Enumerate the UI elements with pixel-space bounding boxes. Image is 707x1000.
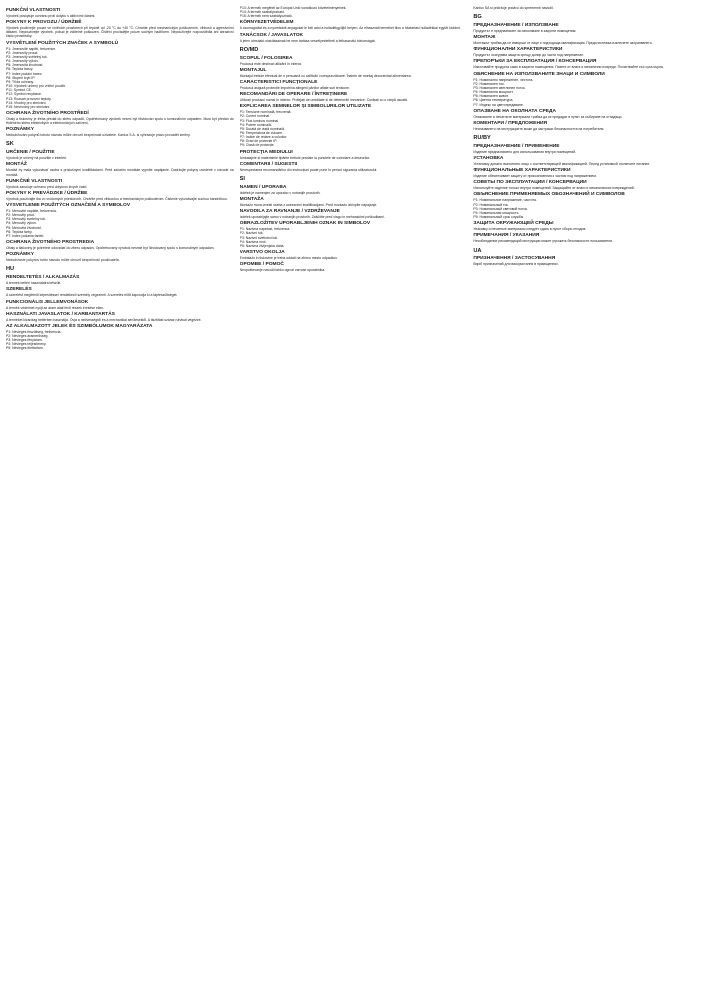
column-middle	[240, 6, 468, 1000]
list-item: P3: Menovitý svetelný tok.	[6, 217, 46, 222]
list-item: P3: Номинален светлинен поток.	[473, 85, 526, 90]
section-heading: ОПАЗВАНЕ НА ОКОЛНАТА СРЕДА	[473, 108, 557, 114]
list-item: P5: Menovitá životnosť.	[6, 225, 42, 230]
section-heading: MONTAŽA	[239, 196, 264, 202]
section-heading: HASZNÁLATI JAVASLATOK / KARBANTARTÁS	[6, 311, 115, 317]
paragraph: Продуктът осигурява защита срещу допир до части под напрежение.	[473, 53, 584, 58]
paragraph: Ambalajele și materialele tipărite trebuie predate la punctele de colectare a deșeurilor.	[239, 155, 371, 160]
section-heading: CARACTERISTICI FUNCȚIONALE	[239, 79, 318, 85]
paragraph: Продуктът е предназначен за използване в закрити помещения.	[473, 28, 577, 33]
list-item: P4: Номинальная мощность.	[473, 210, 520, 215]
list-item: P4: Putere nominală.	[239, 122, 272, 127]
list-item: P5: Névleges élettartam.	[6, 346, 44, 351]
paragraph: Produsul asigură protecție împotriva atingerii părților aflate sub tensiune.	[239, 85, 350, 90]
paragraph: A szerelést megfelelő képesítéssel rendelkező személy végezheti. A szerelés előtt kapcsolja ki a tápfeszültséget.	[6, 293, 178, 298]
column-right	[473, 6, 701, 1000]
section-heading: ПРИМЕЧАНИЯ / УКАЗАНИЯ	[473, 233, 540, 239]
list-item: P6: Teplota barvy.	[6, 67, 34, 72]
paragraph: Výrobok je určený na použitie v interiéri.	[6, 156, 67, 161]
section-heading: OPOMBE / POMOČ	[239, 262, 284, 268]
section-heading: RECOMANDĂRI DE OPERARE / ÎNTREȚINERE	[239, 92, 348, 98]
list-item: P3: Névleges fényáram.	[6, 338, 43, 343]
list-item: P14: Vhodný pro stmívání.	[6, 100, 47, 105]
section-heading: PROTECȚIA MEDIULUI	[239, 149, 293, 155]
section-heading: POZNÁMKY	[6, 127, 34, 133]
section-heading: FUNKCIONÁLIS JELLEMVONÁSOK	[6, 299, 89, 305]
list-item: P9: Třída ochrany.	[6, 79, 34, 84]
list-item: P1: Menovité napätie, frekvencia.	[6, 209, 57, 214]
list-item: P5: Nazivna življenjska doba.	[239, 243, 285, 248]
paragraph: Produsul este destinat utilizării în interior.	[239, 61, 303, 66]
section-heading: МОНТАЖ	[473, 35, 496, 41]
list-item: P12: Symbol recyklace.	[6, 92, 42, 97]
list-item: P7: Index podání barev.	[6, 71, 43, 76]
paragraph: Nedodržanie pokynov tohto návodu môže ohroziť bezpečnosť používateľa.	[6, 258, 120, 263]
paragraph: Nerespectarea recomandărilor din instrucțiuni poate pune în pericol siguranța utilizatorului.	[239, 167, 378, 172]
section-heading: POZNÁMKY	[6, 252, 34, 258]
paragraph: Výrobok používajte iba vo vnútorných priestoroch. Chráňte pred vlhkosťou a mechanickým poškodením. Čistenie vykonávajte suchou handričkou.	[6, 196, 228, 201]
section-heading: SZERELÉS	[6, 287, 32, 293]
section-heading: OCHRANA ŽIVOTNÉHO PROSTREDIA	[6, 240, 95, 246]
paragraph: Neupoštevanje navodil lahko ogrozi varnost uporabnika.	[239, 268, 326, 273]
paragraph: Опаковките и печатните материали трябва да се предадат в пункт за събиране на отпадъци.	[473, 114, 623, 119]
paragraph: Монтажът трябва да се извърши от лице с подходяща квалификация. Преди монтажа изключете захранването.	[473, 41, 653, 46]
list-item: P1: Nazivna napetost, frekvenca.	[239, 227, 291, 232]
paragraph: Използвайте продукта само в закрити помещения. Пазете от влага и механични повреди. Почиствайте със суха кърпа.	[473, 65, 664, 70]
list-item: P2: Номинальный ток.	[473, 202, 509, 207]
section-heading: POKYNY K PROVOZU / ÚDRŽBĚ	[6, 20, 82, 26]
list-item: P1: Névleges feszültség, frekvencia.	[6, 329, 62, 334]
section-heading: EXPLICAREA SEMNELOR ȘI SIMBOLURILOR UTILIZATE	[239, 104, 372, 110]
list-item: P2: Jmenovitý proud.	[6, 50, 39, 55]
list-item: P4: Номинална мощност.	[473, 90, 514, 95]
section-heading: TANÁCSOK / JAVASLATOK	[239, 32, 304, 38]
paragraph: A csomagolást és a nyomtatott anyagokat le kell adni a hulladékgyűjtő helyen. Az elhasznált terméket tilos a háztartási hulladékkal együtt kidobni.	[239, 26, 461, 31]
section-heading: MONTÁŽ	[6, 162, 27, 168]
paragraph: Výrobok zaručuje ochranu pred dotykom živých častí.	[6, 184, 88, 189]
language-heading: RU/BY	[473, 134, 491, 141]
paragraph: A termék védelmet nyújt az áram alatt lévő részek érintése ellen.	[6, 305, 105, 310]
paragraph: Obaly a tlačoviny je potrebné odovzdať do zberu odpadov. Opotrebovaný výrobok nesmie byť likvidovaný spolu s komunálnym odpadom.	[6, 246, 215, 251]
list-item: P14: A termék szabályozható.	[239, 10, 285, 15]
section-heading: ПРИЗНАЧЕННЯ / ЗАСТОСУВАННЯ	[473, 256, 556, 262]
paragraph: Nedodržování pokynů tohoto návodu může ohrozit bezpečnost uživatele. Kanlux S.A. si vyhrazuje právo provádět změny.	[6, 133, 191, 138]
list-item: P4: Nazivna moč.	[239, 239, 267, 244]
list-item: P5: Номинален живот.	[473, 94, 509, 99]
paragraph: Неспазването на инструкциите може да застраши безопасността на потребителя.	[473, 126, 605, 131]
list-item: P5: Номинальный срок службы.	[473, 215, 525, 220]
list-item: P9: Clasă de protecție.	[239, 143, 275, 148]
paragraph: Используйте изделие только внутри помещений. Защищайте от влаги и механических повреждений.	[473, 186, 635, 191]
paragraph: A termék beltéri használatra készült.	[6, 281, 62, 286]
section-heading: ОБЯСНЕНИЕ НА ИЗПОЛЗВАНИТЕ ЗНАЦИ И СИМВОЛИ	[473, 71, 605, 77]
paragraph: Montažo mora izvesti oseba z ustreznimi kvalifikacijami. Pred montažo izklopite napajanje.	[239, 202, 378, 207]
section-heading: OCHRANA ŽIVOTNÍHO PROSTŘEDÍ	[6, 110, 89, 116]
list-item: P1: Номинальное напряжение, частота.	[473, 198, 537, 203]
language-heading: RO/MD	[239, 46, 259, 53]
section-heading: VYSVĚTLENÍ POUŽITÝCH ZNAČEK A SYMBOLŮ	[6, 40, 119, 46]
list-item: P3: Номинальный световой поток.	[473, 206, 528, 211]
list-item: P8: Grad de protecție IP.	[239, 139, 278, 144]
list-item: P2: Menovitý prúd.	[6, 213, 35, 218]
list-item: P7: Indice de redare a culorilor.	[239, 135, 288, 140]
language-heading: HU	[6, 266, 15, 273]
section-heading: VARSTVO OKOLJA	[239, 249, 285, 255]
list-item: P15: Nevhodný pro stmívání.	[6, 104, 51, 109]
language-heading: UA	[473, 247, 482, 254]
list-item: P4: Jmenovitý výkon.	[6, 59, 39, 64]
list-item: P11: Symbol CE.	[6, 88, 32, 93]
language-heading: SK	[6, 141, 14, 148]
section-heading: OBRAZLOŽITEV UPORABLJENIH OZNAK IN SIMBOLOV	[239, 221, 371, 227]
paragraph: Embalažo in tiskovine je treba oddati na zbirno mesto odpadkov.	[239, 255, 338, 260]
section-heading: KÖRNYEZETVÉDELEM	[239, 20, 294, 26]
paragraph: Montajul trebuie efectuat de o persoană cu calificări corespunzătoare. Înainte de montaj deconectați alimentarea.	[239, 73, 412, 78]
list-item: P5: Jmenovitá životnost.	[6, 63, 44, 68]
list-item: P6: Teplota farby.	[6, 229, 33, 234]
column-left	[6, 6, 234, 1000]
list-item: P6: Цветна температура.	[473, 98, 514, 103]
paragraph: Izdelek je namenjen za uporabo v notranjih prostorih.	[239, 190, 321, 195]
paragraph: Виріб призначений для використання в приміщеннях.	[473, 262, 559, 267]
section-heading: ПРЕДНАЗНАЧЕНИЕ / ПРИМЕНЕНИЕ	[473, 143, 560, 149]
list-item: P3: Flux luminos nominal.	[239, 118, 280, 123]
paragraph: Несоблюдение рекомендаций инструкции может угрожать безопасности пользователя.	[473, 239, 613, 244]
paragraph: Obaly a tiskoviny je třeba předat do sběru odpadů. Opotřebovaný výrobek nesmí být likvidován spolu s komunálním odpadem. Musí být předán do tříděného sběru elektrických a elektronických zařízení.	[6, 116, 234, 126]
section-heading: VYSVETLENIE POUŽITÝCH OZNAČENÍ A SYMBOLOV	[6, 203, 131, 209]
section-heading: POKYNY K PREVÁDZKE / ÚDRŽBE	[6, 190, 88, 196]
list-item: P2: Nazivni tok.	[239, 231, 264, 236]
section-heading: ОБЪЯСНЕНИЕ ПРИМЕНЯЕМЫХ ОБОЗНАЧЕНИЙ И СИМВОЛОВ	[473, 192, 625, 198]
list-item: P7: Индекс на цветопредаване.	[473, 102, 524, 107]
paragraph: Изделие обеспечивает защиту от прикосновения к частям под напряжением.	[473, 174, 597, 179]
list-item: P13: Rozsah provozní teploty.	[6, 96, 52, 101]
list-item: P2: Номинален ток.	[473, 81, 505, 86]
paragraph: Výrobek používejte pouze ve vnitřních prostorech při teplotě od -20 °C do +40 °C. Chraňte před mechanickým poškozením, vlhkostí a agresivními látkami. Nepoužívejte výrobek, pokud je viditelně poškozen. Čištění provádějte pouze suchým hadříkem. Nepoužívejte rozpouštědla ani abrazivní čisticí prostředky.	[6, 26, 234, 39]
section-heading: ФУНКЦИОНАЛЬНЫЕ ХАРАКТЕРИСТИКИ	[473, 168, 571, 174]
list-item: P4: Menovitý výkon.	[6, 221, 37, 226]
section-heading: ЗАЩИТА ОКРУЖАЮЩЕЙ СРЕДЫ	[473, 221, 554, 227]
paragraph: A jelen útmutató utasításainak be nem tartása veszélyeztetheti a felhasználó biztonságát.	[239, 38, 376, 43]
section-heading: COMENTARII / SUGESTII	[239, 161, 298, 167]
paragraph: Izdelek uporabljajte samo v notranjih prostorih. Zaščitite pred vlago in mehanskimi poškodbami.	[239, 215, 385, 220]
paragraph: Výrobek poskytuje ochranu proti dotyku s aktivními částmi.	[6, 14, 96, 18]
paragraph: Упаковку и печатные материалы следует сдать в пункт сбора отходов.	[473, 227, 587, 232]
list-item: P7: Index podania farieb.	[6, 233, 45, 238]
list-item: P6: Temperatura de culoare.	[239, 130, 283, 135]
section-heading: ПРЕПОРЪКИ ЗА ЕКСПЛОАТАЦИЯ / КОНСЕРВАЦИЯ	[473, 59, 597, 65]
section-heading: УСТАНОВКА	[473, 155, 504, 161]
list-item: P10: Výrobek určený pro vnitřní použití.	[6, 84, 67, 89]
section-heading: КОМЕНТАРИ / ПРЕДЛОЖЕНИЯ	[473, 120, 548, 126]
list-item: P2: Curent nominal.	[239, 114, 271, 119]
list-item: P4: Névleges teljesítmény.	[6, 342, 47, 347]
section-heading: ФУНКЦИОНАЛНИ ХАРАКТЕРИСТИКИ	[473, 47, 563, 53]
paragraph: Kanlux SA si pridržuje pravico do sprememb navodil.	[473, 6, 554, 10]
list-item: P3: Nazivni svetlobni tok.	[239, 235, 279, 240]
paragraph: A terméket kizárólag beltérben használja. Óvja a nedvességtől és a mechanikai sérülésektől. A tisztítást száraz ruhával végezze.	[6, 317, 202, 322]
paragraph: Изделие предназначено для использования внутри помещений.	[473, 149, 577, 154]
paragraph: Установку должно выполнять лицо с соответствующей квалификацией. Перед установкой отключите питание.	[473, 161, 651, 166]
paragraph: Montáž by mala vykonávať osoba s príslušnými kvalifikáciami. Pred začatím montáže vypnite napájanie. Dodržujte pokyny uvedené v návode na montáž.	[6, 168, 234, 177]
list-item: P1: Tensiune nominală, frecvență.	[239, 110, 292, 115]
list-item: P3: Jmenovitý světelný tok.	[6, 54, 48, 59]
section-heading: NAVODILA ZA RAVNANJE / VZDRŽEVANJE	[239, 209, 340, 215]
section-heading: URČENIE / POUŽITIE	[6, 150, 55, 156]
language-heading: BG	[473, 14, 482, 21]
section-heading: СОВЕТЫ ПО ЭКСПЛУАТАЦИИ / КОНСЕРВАЦИИ	[473, 180, 587, 186]
section-heading: SCOPUL / FOLOSIREA	[239, 55, 293, 61]
list-item: P8: Stupeň krytí IP.	[6, 75, 36, 80]
paragraph: Utilizați produsul numai în interior. Protejați de umiditate și de deteriorări mecanice. Curățați cu o cârpă uscată.	[239, 98, 408, 103]
list-item: P15: A termék nem szabályozható.	[239, 14, 293, 19]
list-item: P5: Durată de viață nominală.	[239, 126, 285, 131]
language-heading: SI	[239, 175, 245, 182]
list-item: P1: Jmenovité napětí, frekvence.	[6, 46, 57, 51]
list-item: P13: A termék megfelel az Európai Unió vonatkozó követelményeinek.	[239, 6, 347, 10]
section-heading: FUNKČNÉ VLASTNOSTI	[6, 178, 63, 184]
section-heading: ПРЕДНАЗНАЧЕНИЕ / ИЗПОЛЗВАНЕ	[473, 22, 559, 28]
section-heading: RENDELTETÉS / ALKALMAZÁS	[6, 275, 80, 281]
section-heading: AZ ALKALMAZOTT JELEK ÉS SZIMBÓLUMOK MAGYARÁZATA	[6, 323, 153, 329]
section-heading: MONTAJUL	[239, 67, 267, 73]
list-item: P2: Névleges áramerősség.	[6, 334, 49, 338]
section-heading: FUNKČNÍ VLASTNOSTI	[6, 8, 61, 13]
list-item: P1: Номинално напрежение, честота.	[473, 77, 534, 82]
section-heading: NAMEN / UPORABA	[239, 184, 287, 190]
